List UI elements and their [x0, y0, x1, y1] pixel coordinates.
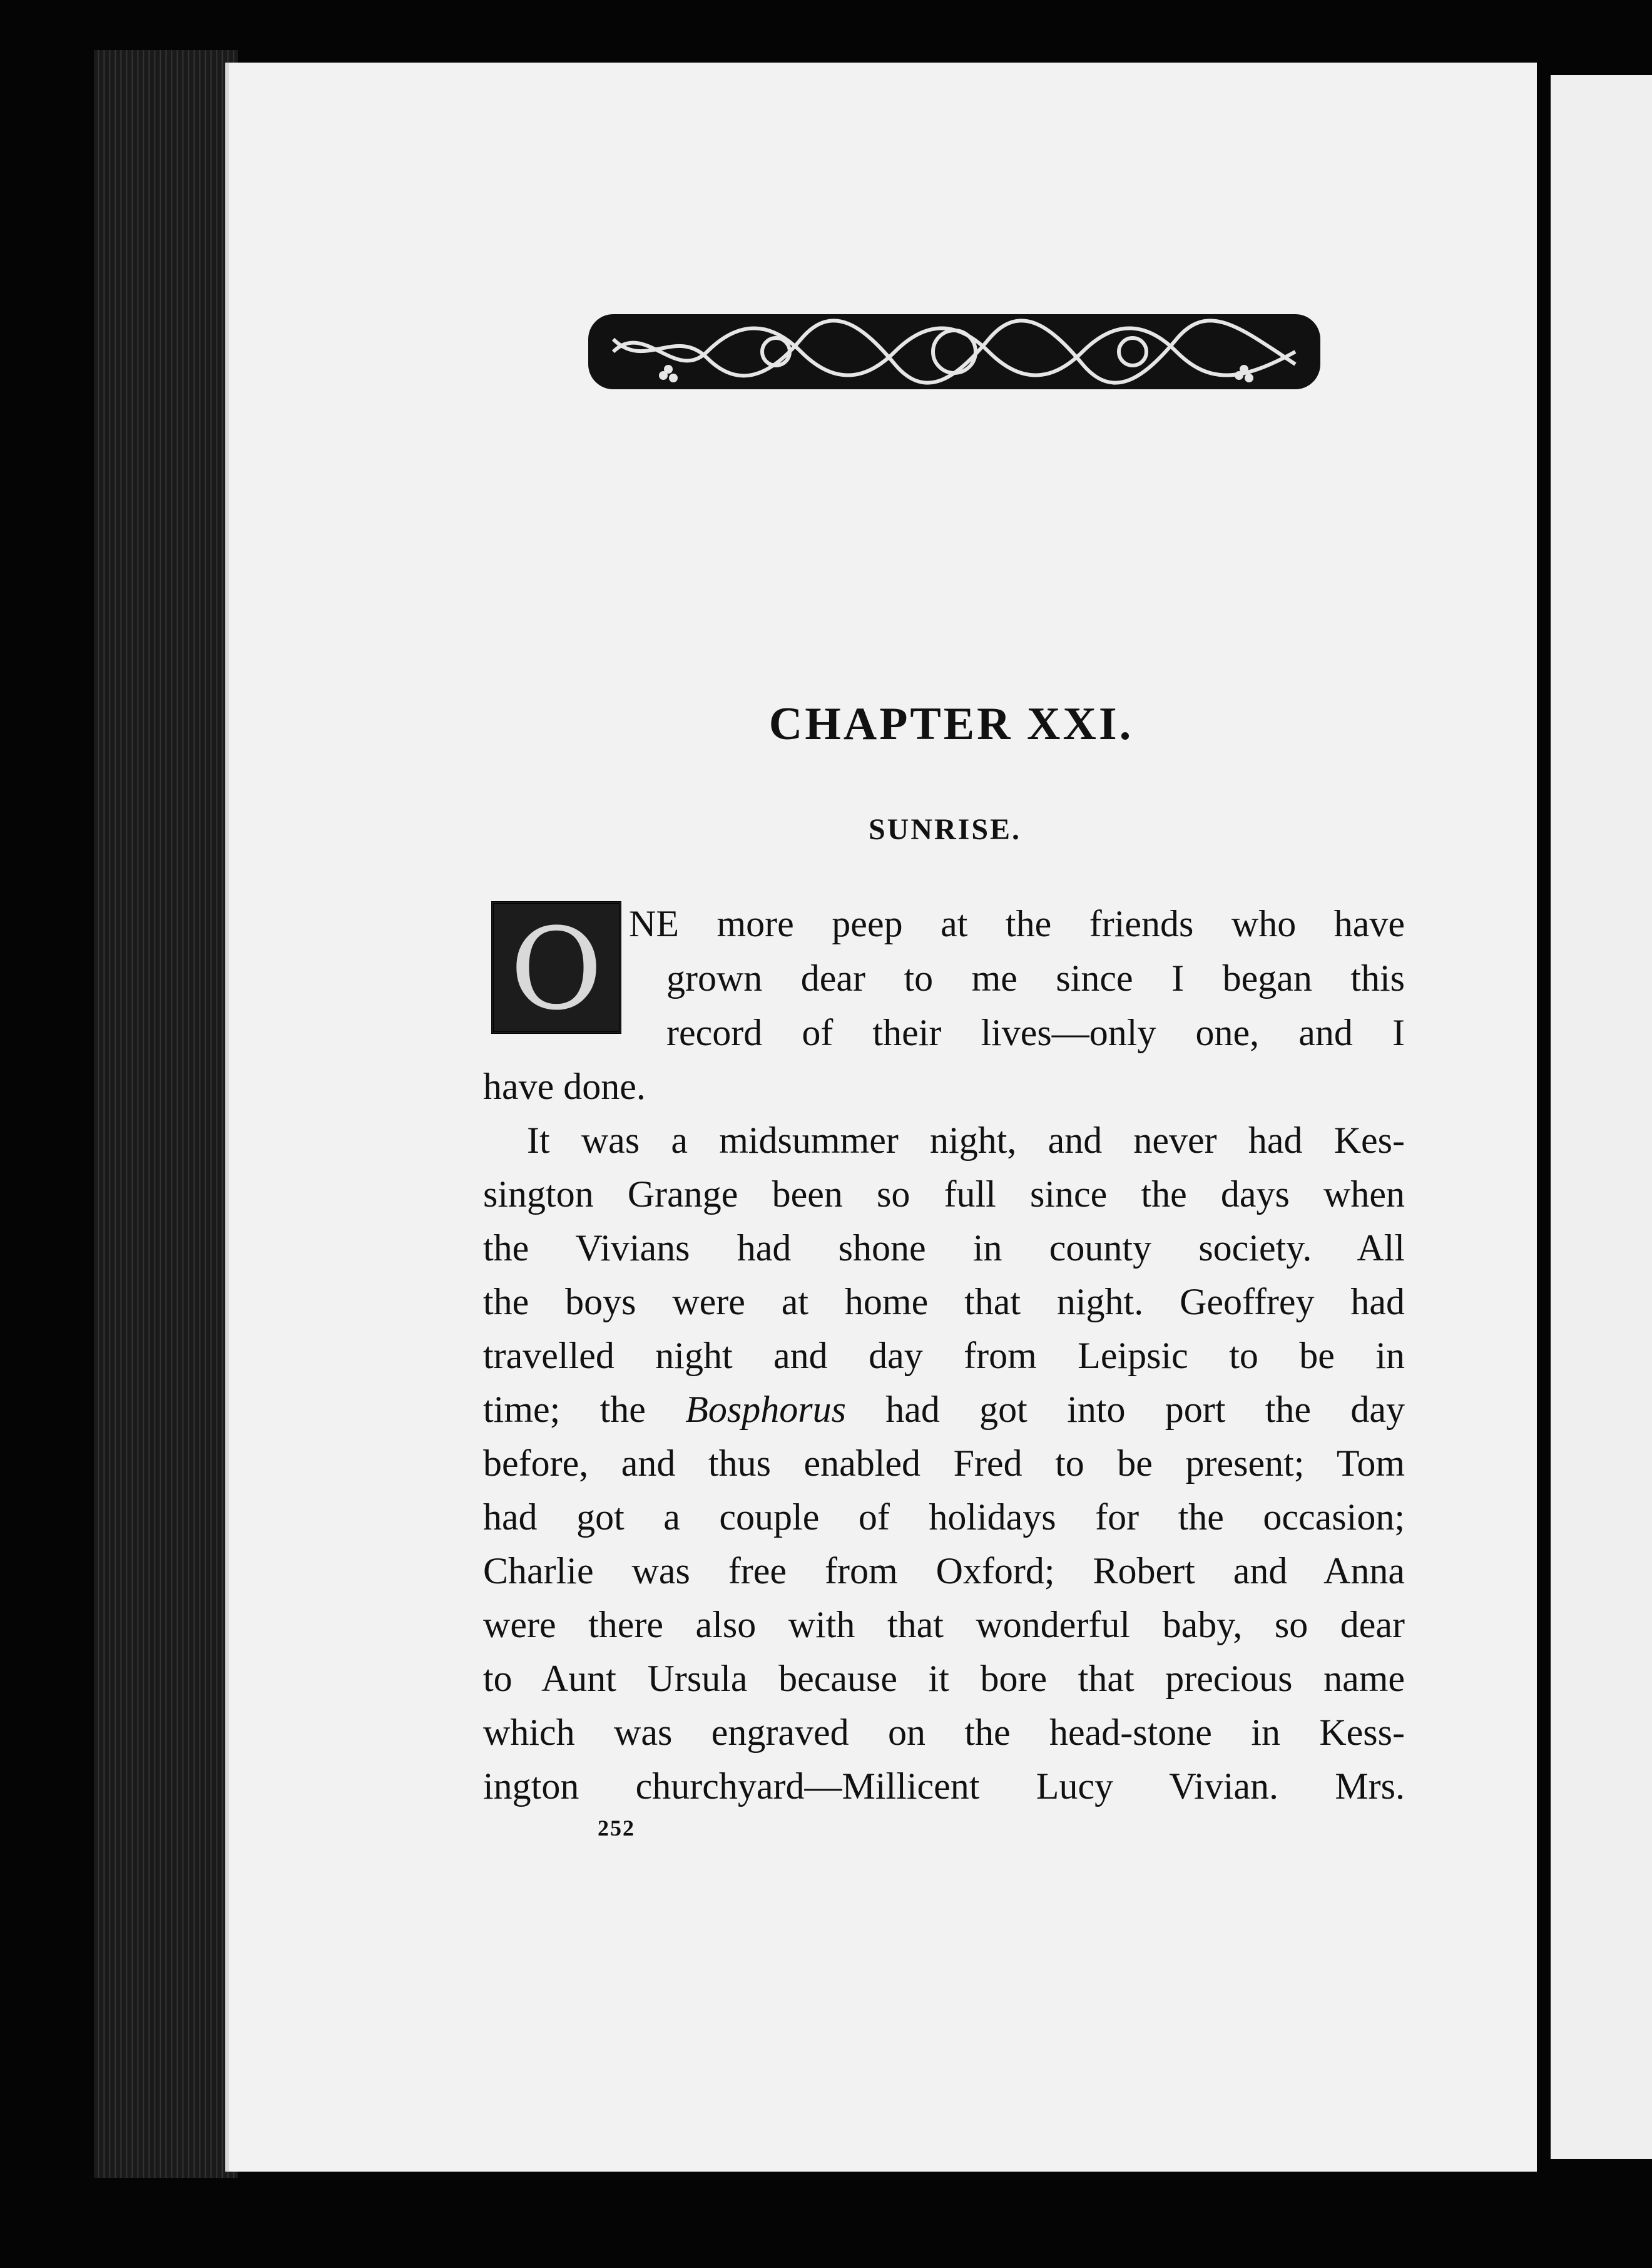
text-line: to Aunt Ursula because it bore that precious name	[483, 1658, 1405, 1699]
text-line: have done.	[483, 1066, 646, 1107]
text-line: record of their lives—only one, and I	[666, 1012, 1405, 1053]
text-line: the Vivians had shone in county society. All	[483, 1227, 1405, 1269]
chapter-title: CHAPTER XXI.	[768, 698, 1134, 750]
text-line: time; the Bosphorus had got into port the day	[483, 1389, 1405, 1430]
decorative-headpiece	[588, 302, 1320, 402]
section-title: SUNRISE.	[868, 813, 1022, 846]
text-line: were there also with that wonderful baby, so dear	[483, 1604, 1405, 1645]
text-line: NE more peep at the friends who have	[629, 903, 1405, 944]
text-line: which was engraved on the head-stone in Kess-	[483, 1712, 1405, 1753]
facing-page-edge	[1551, 75, 1652, 2159]
text-line: travelled night and day from Leipsic to be in	[483, 1335, 1405, 1376]
text-line: sington Grange been so full since the days when	[483, 1173, 1405, 1215]
text-line: the boys were at home that night. Geoffrey had	[483, 1281, 1405, 1322]
text-line: had got a couple of holidays for the occasion;	[483, 1496, 1405, 1538]
text-line: ington churchyard—Millicent Lucy Vivian. Mrs.	[483, 1765, 1405, 1807]
page-edges	[94, 50, 238, 2178]
page-number: 252	[598, 1816, 635, 1841]
text-line: grown dear to me since I began this	[666, 958, 1405, 999]
text-line: before, and thus enabled Fred to be present; Tom	[483, 1443, 1405, 1484]
text-line: It was a midsummer night, and never had Kes-	[527, 1120, 1405, 1161]
text-line: Charlie was free from Oxford; Robert and Anna	[483, 1550, 1405, 1591]
drop-cap: O	[491, 901, 621, 1034]
